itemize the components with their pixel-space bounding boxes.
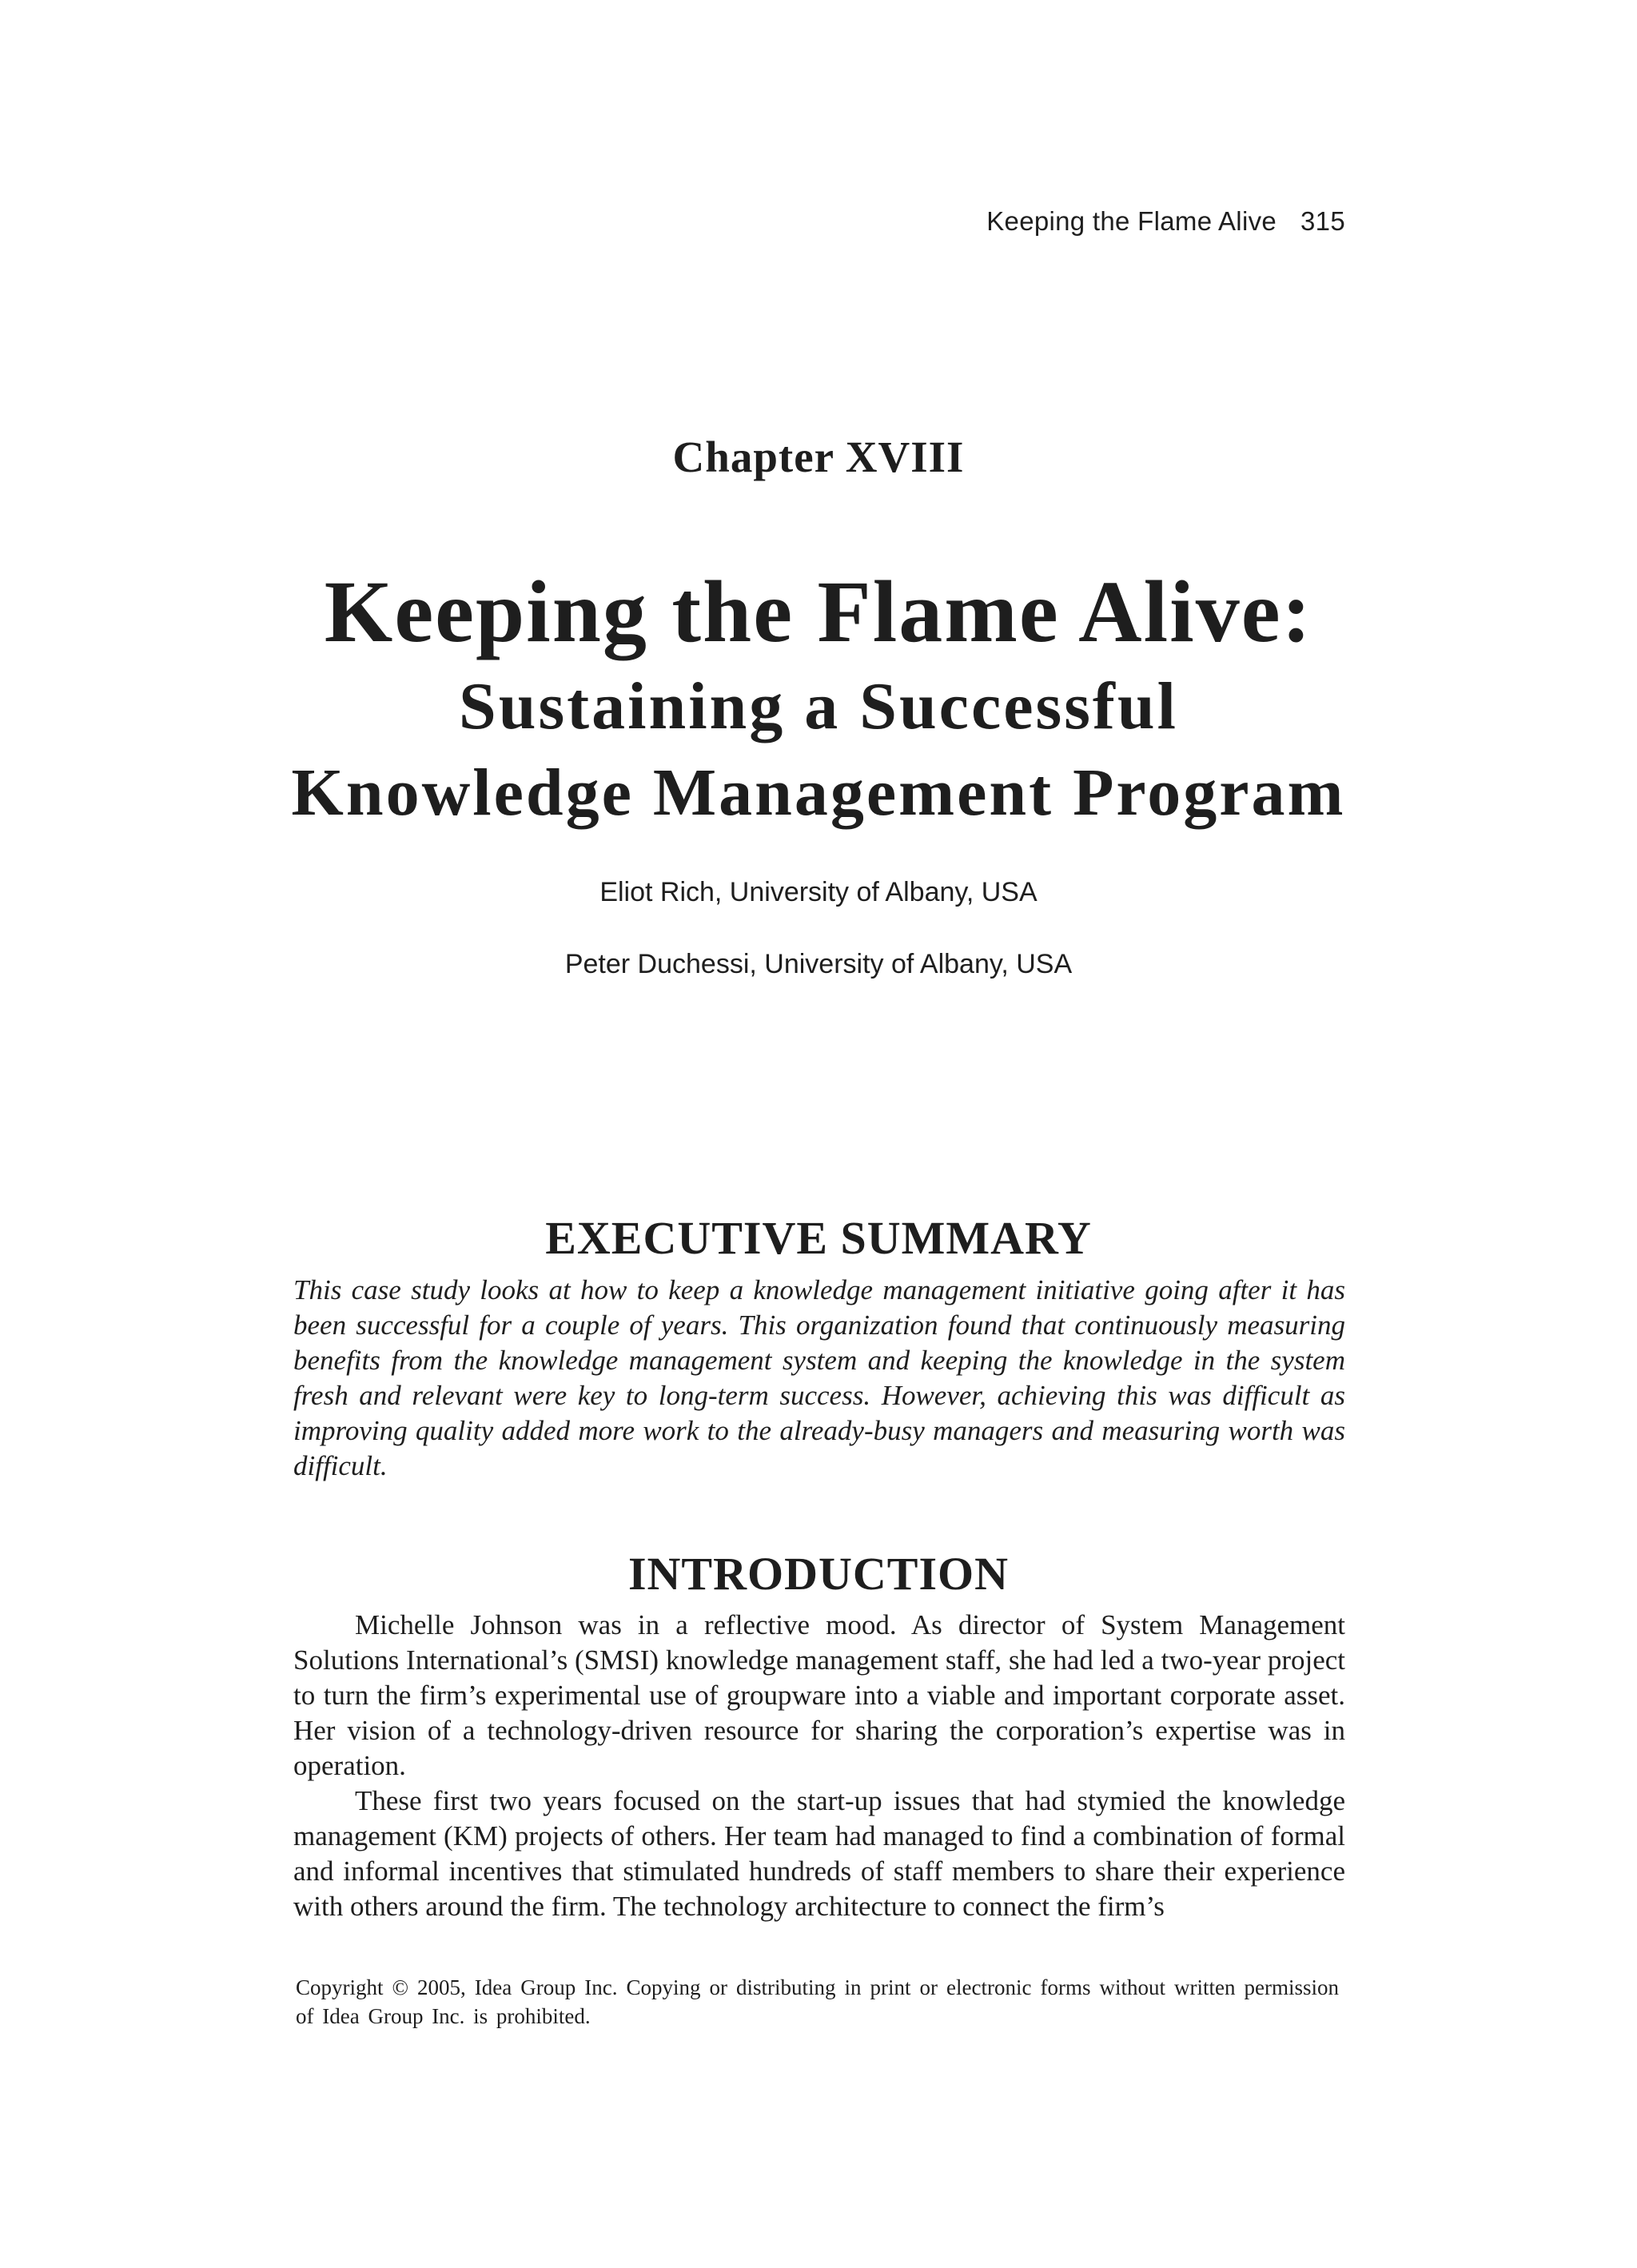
paragraph: Michelle Johnson was in a reflective mood. As director of System Management Solutions International’s (SMSI) knowledge management staff, she had led a two-year project to turn the firm’s experimental use of groupware into a viable and important corporate asset. Her vision of a technology-driven resource for sharing the corporation’s expertise was in operation. — [293, 1609, 1345, 1781]
chapter-title-main: Keeping the Flame Alive: — [324, 563, 1313, 660]
page-number: 315 — [1300, 206, 1345, 236]
chapter-subtitle-line-2: Knowledge Management Program — [291, 755, 1346, 830]
introduction-heading: INTRODUCTION — [627, 1548, 1010, 1600]
author-affiliation: Peter Duchessi, University of Albany, USA — [564, 949, 1073, 979]
author-list — [0, 873, 1637, 1017]
executive-summary-text: This case study looks at how to keep a knowledge management initiative going after it has been successful for a couple of years. This organization found that continuously measuring benefits from the knowledge management system and keeping the knowledge in the system fresh and relevant were key to long-term success. However, achieving this was difficult as improving quality added more work to the already-busy managers and measuring worth was difficult. — [293, 1274, 1345, 1481]
chapter-label: Chapter XVIII — [672, 432, 965, 481]
introduction-body — [293, 1608, 1345, 1924]
chapter-subtitle-line-1: Sustaining a Successful — [459, 669, 1178, 743]
copyright-notice: Copyright © 2005, Idea Group Inc. Copying or distributing in print or electronic forms without written permission of Idea Group Inc. is prohibited. — [296, 1975, 1339, 2028]
running-head-title: Keeping the Flame Alive — [986, 206, 1277, 236]
executive-summary-heading: EXECUTIVE SUMMARY — [545, 1212, 1092, 1264]
chapter-title — [0, 560, 1637, 836]
author-affiliation: Eliot Rich, University of Albany, USA — [599, 877, 1038, 907]
running-head — [799, 206, 1345, 237]
paragraph: These first two years focused on the start-up issues that had stymied the knowledge management (KM) projects of others. Her team had managed to find a combination of formal and informal incentives that stimulated hundreds of staff members to share their experience with others around the firm. The technology architecture to connect the firm’s — [293, 1785, 1345, 1922]
